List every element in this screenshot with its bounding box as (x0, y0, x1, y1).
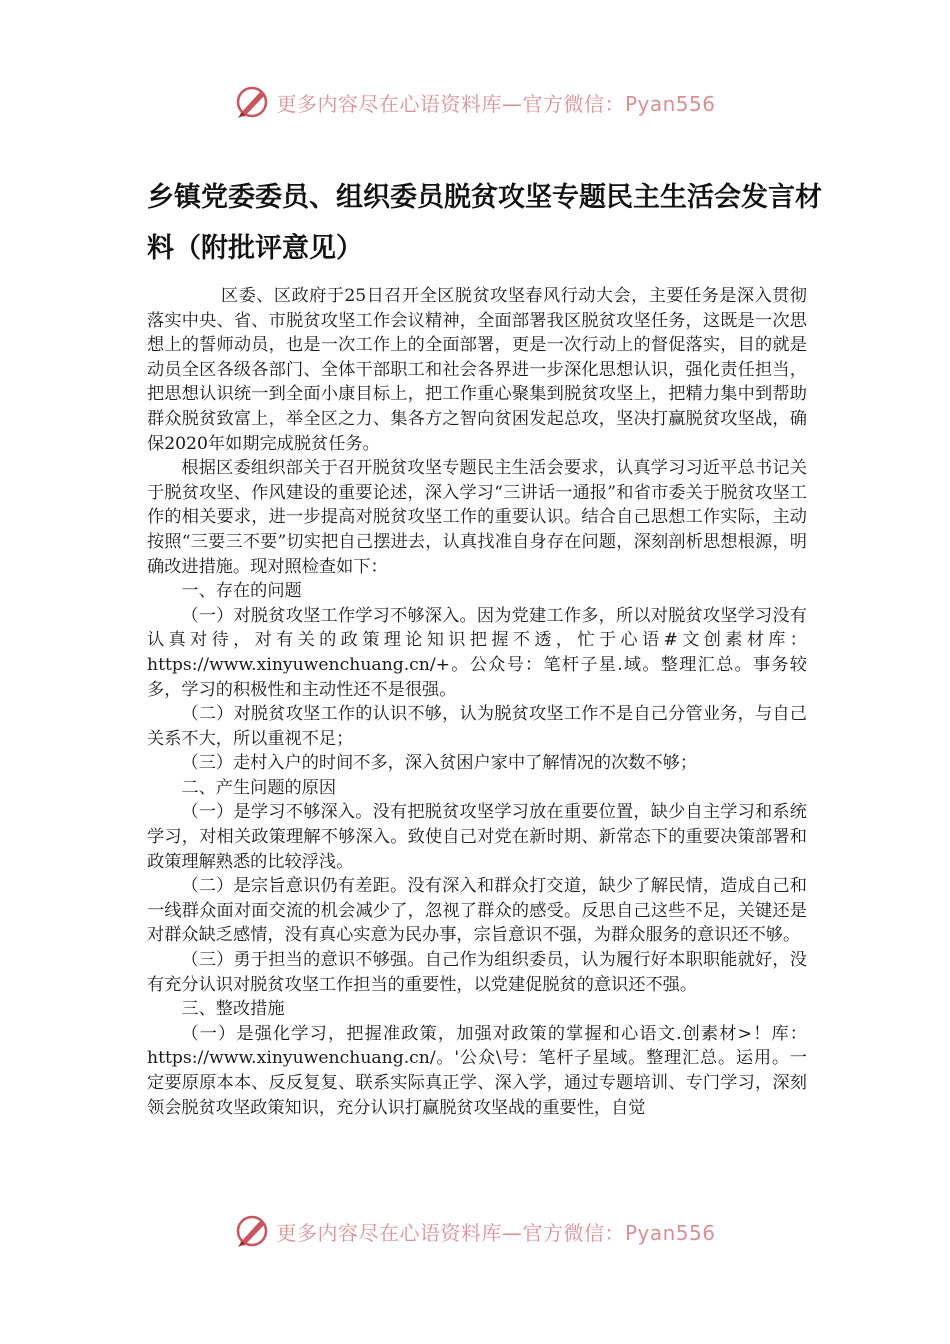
banner-text: 更多内容尽在心语资料库—官方微信：Pyan556 (276, 1220, 716, 1245)
paragraph: （二）是宗旨意识仍有差距。没有深入和群众打交道，缺少了解民情，造成自己和一线群众面对面交流的机会减少了，忽视了群众的感受。反思自己这些不足，关键还是对群众缺乏感情，没有真心实意为民办事，宗旨意识不强，为群众服务的意识还不够。 (147, 876, 807, 946)
paragraph: 根据区委组织部关于召开脱贫攻坚专题民主生活会要求，认真学习习近平总书记关于脱贫攻坚、作风建设的重要论述，深入学习“三讲话一通报”和省市委关于脱贫攻坚工作的相关要求，进一步提高对脱贫攻坚工作的重要认识。结合自己思想工作实际，主动按照“三要三不要”切实把自己摆进去，认真找准自身存在问题，深刻剖析思想根源，明确改进措施。现对照检查如下： (147, 458, 807, 577)
banner-text: 更多内容尽在心语资料库—官方微信：Pyan556 (276, 91, 716, 116)
paragraph: （三）勇于担当的意识不够强。自己作为组织委员，认为履行好本职职能就好，没有充分认识对脱贫攻坚工作担当的重要性，以党建促脱贫的意识还不强。 (147, 950, 807, 995)
pen-logo-icon (234, 1213, 270, 1249)
document-body (147, 284, 807, 1120)
paragraph: （一）是强化学习，把握准政策，加强对政策的掌握和心语文.创素材>！库：https://www.xinyuwenchuang.cn/。'公众\号：笔杆子星域。整理汇总。运用。一定要原原本本、反反复复、联系实际真正学、深入学，通过专题培训、专门学习，深刻领会脱贫攻坚政策知识，充分认识打赢脱贫攻坚战的重要性，自觉 (147, 1023, 807, 1118)
footer-banner (0, 1211, 950, 1251)
paragraph: （三）走村入户的时间不多，深入贫困户家中了解情况的次数不够； (181, 753, 698, 774)
section-heading: 一、存在的问题 (181, 581, 302, 602)
paragraph: （一）对脱贫攻坚工作学习不够深入。因为党建工作多，所以对脱贫攻坚学习没有认真对待，对有关的政策理论知识把握不透，忙于心语#文创素材库：https://www.xinyuwenchuang.cn/+。公众号：笔杆子星.域。整理汇总。事务较多，学习的积极性和主动性还不是很强。 (147, 605, 807, 700)
paragraph: 区委、区政府于25日召开全区脱贫攻坚春风行动大会，主要任务是深入贯彻落实中央、省、市脱贫攻坚工作会议精神，全面部署我区脱贫攻坚任务，这既是一次思想上的誓师动员，也是一次工作上的全面部署，更是一次行动上的督促落实，目的就是动员全区各级各部门、全体干部职工和社会各界进一步深化思想认识，强化责任担当，把思想认识统一到全面小康目标上，把工作重心聚集到脱贫攻坚上，把精力集中到帮助群众脱贫致富上，举全区之力、集各方之智向贫困发起总攻，坚决打赢脱贫攻坚战，确保2020年如期完成脱贫任务。 (147, 286, 807, 454)
paragraph: （二）对脱贫攻坚工作的认识不够，认为脱贫攻坚工作不是自己分管业务，与自己关系不大，所以重视不足； (147, 704, 807, 749)
section-heading: 三、整改措施 (181, 999, 285, 1020)
paragraph: （一）是学习不够深入。没有把脱贫攻坚学习放在重要位置，缺少自主学习和系统学习，对相关政策理解不够深入。致使自己对党在新时期、新常态下的重要决策部署和政策理解熟悉的比较浮浅。 (147, 802, 807, 872)
document-title: 乡镇党委委员、组织委员脱贫攻坚专题民主生活会发言材料（附批评意见） (147, 182, 822, 264)
pen-logo-icon (234, 84, 270, 120)
header-banner (0, 82, 950, 122)
section-heading: 二、产生问题的原因 (181, 777, 337, 798)
